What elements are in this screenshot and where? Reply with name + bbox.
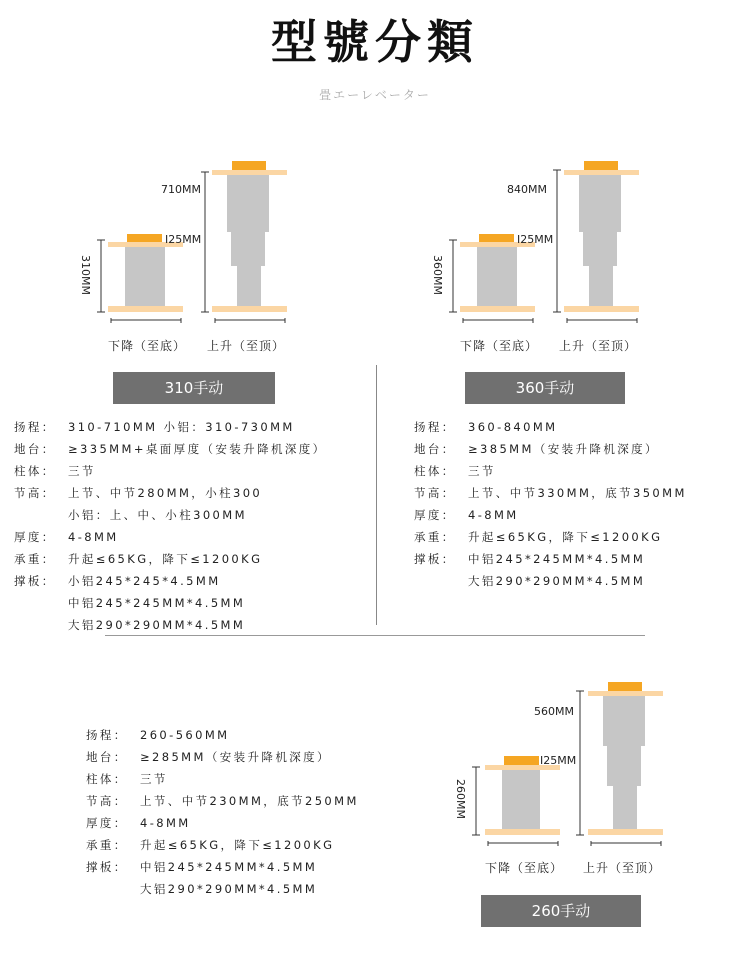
spec-key: 厚度： — [14, 530, 56, 544]
spec-row — [14, 438, 327, 460]
spec-value: 4-8MM — [68, 530, 119, 544]
spec-value: 大铝290*290MM*4.5MM — [468, 574, 646, 588]
spec-key: 厚度： — [86, 816, 128, 830]
spec-value: 中铝245*245MM*4.5MM — [68, 596, 246, 610]
spec-row — [14, 482, 327, 504]
spec-row — [414, 438, 687, 460]
spec-key: 节高： — [14, 486, 56, 500]
model-badge-360: 360手动 — [465, 372, 625, 404]
model-badge-260: 260手动 — [481, 895, 641, 927]
spec-key: 撑板： — [14, 574, 56, 588]
spec-key: 承重： — [14, 552, 56, 566]
high-height-label: 710MM — [161, 183, 201, 196]
spec-value: ≥335MM+桌面厚度（安装升降机深度） — [68, 442, 327, 456]
spec-key: 承重： — [414, 530, 456, 544]
spec-value: 上节、中节280MM，小柱300 — [68, 486, 263, 500]
spec-key: 地台： — [86, 750, 128, 764]
spec-row — [14, 416, 327, 438]
plate-label: I25MM — [165, 233, 202, 246]
spec-value: 310-710MM 小铝：310-730MM — [68, 420, 295, 434]
spec-row — [86, 746, 359, 768]
spec-value: 上节、中节330MM，底节350MM — [468, 486, 687, 500]
low-height-label: 260MM — [454, 779, 467, 819]
spec-value: 上节、中节230MM，底节250MM — [140, 794, 359, 808]
spec-list-260 — [86, 724, 359, 900]
spec-value: 大铝290*290MM*4.5MM — [140, 882, 318, 896]
spec-key: 扬程： — [414, 420, 456, 434]
spec-key: 撑板： — [86, 860, 128, 874]
spec-row — [414, 548, 687, 570]
spec-value: 4-8MM — [468, 508, 519, 522]
spec-row — [14, 460, 327, 482]
spec-row — [86, 812, 359, 834]
spec-row — [14, 614, 327, 636]
spec-value: 中铝245*245MM*4.5MM — [140, 860, 318, 874]
spec-key: 扬程： — [86, 728, 128, 742]
spec-value: 4-8MM — [140, 816, 191, 830]
low-height-label: 310MM — [79, 255, 92, 295]
spec-key: 地台： — [414, 442, 456, 456]
spec-row — [14, 592, 327, 614]
spec-key: 柱体： — [86, 772, 128, 786]
spec-value: 360-840MM — [468, 420, 558, 434]
spec-row — [414, 526, 687, 548]
spec-row — [14, 548, 327, 570]
spec-list-360 — [414, 416, 687, 592]
spec-row — [414, 504, 687, 526]
low-height-label: 360MM — [431, 255, 444, 295]
diagram-360 — [427, 150, 667, 365]
spec-value: 中铝245*245MM*4.5MM — [468, 552, 646, 566]
spec-value: 260-560MM — [140, 728, 230, 742]
spec-row — [86, 834, 359, 856]
spec-value: ≥385MM（安装升降机深度） — [468, 442, 659, 456]
plate-label: I25MM — [517, 233, 554, 246]
spec-row — [14, 504, 327, 526]
spec-row — [86, 724, 359, 746]
spec-row — [86, 790, 359, 812]
spec-value: 三节 — [468, 464, 496, 478]
page-title: 型號分類 — [271, 15, 479, 69]
spec-row — [414, 460, 687, 482]
spec-value: 升起≤65KG，降下≤1200KG — [68, 552, 263, 566]
spec-value: 升起≤65KG，降下≤1200KG — [468, 530, 663, 544]
plate-label: I25MM — [540, 754, 577, 767]
spec-key: 柱体： — [414, 464, 456, 478]
spec-value: 升起≤65KG，降下≤1200KG — [140, 838, 335, 852]
section-divider — [105, 635, 645, 636]
spec-row — [86, 856, 359, 878]
spec-row — [414, 416, 687, 438]
caption-high: 上升（至顶） — [559, 339, 638, 353]
diagram-260 — [450, 675, 690, 890]
column-divider — [376, 365, 377, 625]
spec-row — [14, 526, 327, 548]
caption-low: 下降（至底） — [460, 339, 539, 353]
spec-key: 厚度： — [414, 508, 456, 522]
caption-high: 上升（至顶） — [583, 861, 662, 875]
caption-high: 上升（至顶） — [207, 339, 286, 353]
caption-low: 下降（至底） — [485, 861, 564, 875]
spec-key: 撑板： — [414, 552, 456, 566]
caption-low: 下降（至底） — [108, 339, 187, 353]
spec-value: 三节 — [140, 772, 168, 786]
spec-key: 地台： — [14, 442, 56, 456]
model-badge-310: 310手动 — [113, 372, 275, 404]
spec-value: 三节 — [68, 464, 96, 478]
spec-row — [414, 570, 687, 592]
spec-key: 承重： — [86, 838, 128, 852]
spec-key: 节高： — [414, 486, 456, 500]
spec-value: ≥285MM（安装升降机深度） — [140, 750, 331, 764]
spec-value: 小铝：上、中、小柱300MM — [68, 508, 247, 522]
spec-list-310 — [14, 416, 327, 636]
spec-key: 节高： — [86, 794, 128, 808]
spec-key: 柱体： — [14, 464, 56, 478]
spec-row — [414, 482, 687, 504]
spec-key: 扬程： — [14, 420, 56, 434]
spec-row — [14, 570, 327, 592]
spec-value: 大铝290*290MM*4.5MM — [68, 618, 246, 632]
spec-row — [86, 878, 359, 900]
high-height-label: 560MM — [534, 705, 574, 718]
spec-row — [86, 768, 359, 790]
page-subtitle: 畳エーレベーター — [319, 88, 431, 102]
diagram-310 — [75, 150, 315, 365]
spec-value: 小铝245*245*4.5MM — [68, 574, 221, 588]
high-height-label: 840MM — [507, 183, 547, 196]
